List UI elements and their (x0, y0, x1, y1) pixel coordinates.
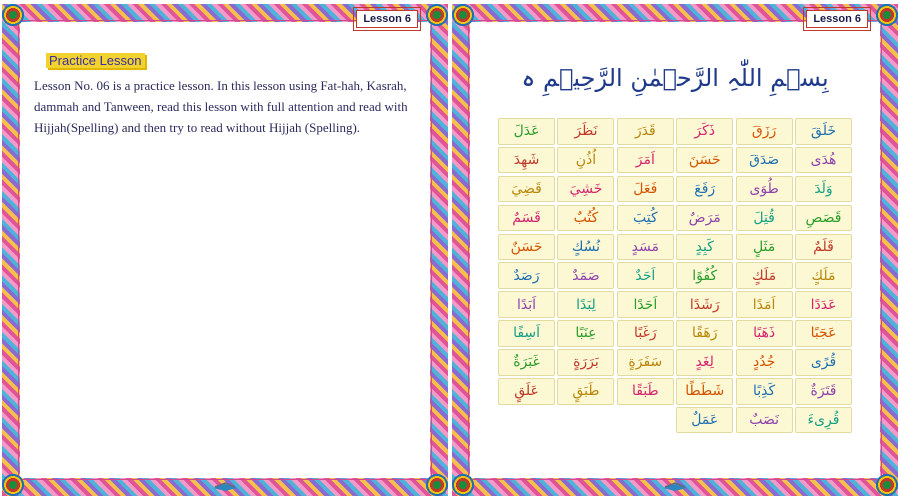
word-cell: قَلَمٌ (795, 234, 852, 261)
word-cell: رَشَدًا (676, 291, 733, 318)
word-cell: قُتِلَ (736, 205, 793, 232)
word-cell: نَصَبٌ (736, 407, 793, 434)
word-cell: هُدَى (795, 147, 852, 174)
word-grid (498, 118, 852, 433)
word-cell: ذَكَرَ (676, 118, 733, 145)
practice-lesson-title: Practice Lesson (46, 53, 145, 68)
word-cell: كَبِدٍ (676, 234, 733, 261)
word-cell: صَمَدٌ (557, 262, 614, 289)
word-cell: عَدَدًا (795, 291, 852, 318)
word-cell: طَبَقٍ (557, 378, 614, 405)
word-cell: اَمَدًا (736, 291, 793, 318)
word-cell: كَذِبًا (736, 378, 793, 405)
word-cell: اَحَدٌ (617, 262, 674, 289)
word-cell: مَلَكٍ (795, 262, 852, 289)
word-cell: رَغَبًا (617, 320, 674, 347)
corner-ornament-icon (876, 4, 898, 26)
word-cell: عِنَبًا (557, 320, 614, 347)
open-book-icon (212, 480, 238, 492)
right-page (452, 4, 898, 496)
word-cell: نُسُكٍ (557, 234, 614, 261)
lesson-content (34, 50, 418, 138)
corner-ornament-icon (452, 4, 474, 26)
word-cell: خَشِيَ (557, 176, 614, 203)
word-cell: خَلَقَ (795, 118, 852, 145)
word-cell: عَمَلٌ (676, 407, 733, 434)
word-cell: مَرَضٌ (676, 205, 733, 232)
open-book-icon (662, 480, 688, 492)
word-cell: اَمَرَ (617, 147, 674, 174)
lesson-badge: Lesson 6 (806, 10, 868, 28)
word-cell: صَدَقَ (736, 147, 793, 174)
word-cell: غَبَرَةٌ (498, 349, 555, 376)
corner-ornament-icon (426, 4, 448, 26)
word-cell: قَسَمٌ (498, 205, 555, 232)
corner-ornament-icon (876, 474, 898, 496)
word-cell: طَبَقًا (617, 378, 674, 405)
corner-ornament-icon (426, 474, 448, 496)
word-cell: سَفَرَةٍ (617, 349, 674, 376)
word-cell: اَحَدًا (617, 291, 674, 318)
corner-ornament-icon (2, 4, 24, 26)
word-cell: مَسَدٍ (617, 234, 674, 261)
word-cell: عَدَلَ (498, 118, 555, 145)
word-cell: طُوَى (736, 176, 793, 203)
lesson-badge: Lesson 6 (356, 10, 418, 28)
lesson-description: Lesson No. 06 is a practice lesson. In this lesson using Fat-hah, Kasrah, dammah and Tanween, read this lesson with full attention and read with Hijjah(Spelling) and then try to read without Hijjah (Spelling). (34, 78, 408, 135)
word-cell: وَلَدَ (795, 176, 852, 203)
word-cell: رَهَقًا (676, 320, 733, 347)
word-cell: حَسَنٌ (498, 234, 555, 261)
word-cell: قَدَرَ (617, 118, 674, 145)
word-cell: اُذُنِ (557, 147, 614, 174)
bismillah-heading: بِسۡمِ اللّٰہِ الرَّحۡمٰنِ الرَّحِیۡمِ ہ (521, 64, 829, 92)
word-cell: قَضِيَ (498, 176, 555, 203)
word-cell: مَلَكٍ (736, 262, 793, 289)
word-cell: نَظَرَ (557, 118, 614, 145)
word-cell: كُتِبَ (617, 205, 674, 232)
word-cell: عَجَبًا (795, 320, 852, 347)
word-cell: رَزَقَ (736, 118, 793, 145)
word-cell: ذَهَبًا (736, 320, 793, 347)
word-cell: كُتُبٌ (557, 205, 614, 232)
word-cell: بَرَرَةٍ (557, 349, 614, 376)
word-cell: قُرِىءَ (795, 407, 852, 434)
word-cell: عَلَقٍ (498, 378, 555, 405)
word-cell: قُرًى (795, 349, 852, 376)
word-cell: فَعَلَ (617, 176, 674, 203)
word-cell: جُدُدٍ (736, 349, 793, 376)
word-cell: قَصَصِ (795, 205, 852, 232)
word-cell: مَثَلٍ (736, 234, 793, 261)
word-cell: رَصَدٌ (498, 262, 555, 289)
corner-ornament-icon (452, 474, 474, 496)
word-cell: لِغَدٍ (676, 349, 733, 376)
word-cell: قَتَرَةٌ (795, 378, 852, 405)
word-cell: رَفَعَ (676, 176, 733, 203)
word-cell: اَبَدًا (498, 291, 555, 318)
word-cell: اَسِفًا (498, 320, 555, 347)
left-page (2, 4, 448, 496)
word-cell: شَطَطًا (676, 378, 733, 405)
word-cell: لِبَدًا (557, 291, 614, 318)
corner-ornament-icon (2, 474, 24, 496)
word-cell: كُفُوًا (676, 262, 733, 289)
word-cell: شَهِدَ (498, 147, 555, 174)
word-cell: حَسَنَ (676, 147, 733, 174)
